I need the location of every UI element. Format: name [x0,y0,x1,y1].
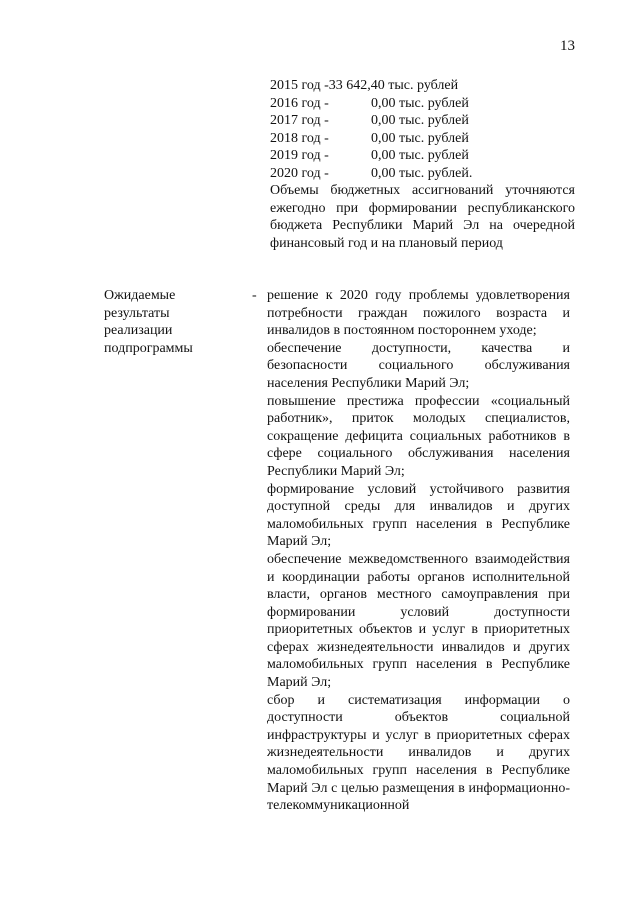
results-dash: - [252,288,257,303]
funding-amount: 0,00 тыс. рублей [371,113,469,128]
funding-year: 2018 год - [270,130,329,146]
funding-year: 2017 год - [270,113,329,128]
funding-row-2015 [270,77,575,95]
funding-amount: 0,00 тыс. рублей [371,130,469,146]
funding-block [270,77,575,252]
funding-year: 2019 год - [270,148,329,163]
funding-row-2020 [270,165,575,183]
funding-row-2016 [270,95,575,113]
result-item: решение к 2020 году проблемы удовлетворения потребности граждан пожилого возраста и инвалидов в постоянном постороннем уходе; [267,288,570,339]
funding-year: 2020 год - [270,165,329,181]
funding-amount: 33 642,40 тыс. рублей [328,78,459,93]
funding-amount: 0,00 тыс. рублей. [371,165,473,181]
results-list [267,287,570,815]
result-item: обеспечение доступности, качества и безопасности социального обслуживания населения Республики Марий Эл; [267,340,570,391]
funding-note: Объемы бюджетных ассигнований уточняются ежегодно при формировании республиканского бюджета Республики Марий Эл на очередной финансовый год и на плановый период [270,183,575,251]
result-item: сбор и систематизация информации о доступности объектов социальной инфраструктуры и услуг в приоритетных сферах жизнедеятельности инвалидов и других маломобильных групп населения в Республике Марий Эл с целью размещения в информационно-телекоммуникационной [267,692,570,814]
funding-amount: 0,00 тыс. рублей [371,95,469,111]
result-item: обеспечение межведомственного взаимодействия и координации работы органов исполнительной власти, органов местного самоуправления при формировании условий доступности приоритетных объектов и услуг в приоритетных сферах жизнедеятельности инвалидов и других маломобильных групп населения в Республике Марий Эл; [267,551,570,691]
results-label: Ожидаемые результаты реализации подпрограммы [104,288,193,356]
funding-row-2017 [270,112,575,130]
page-number: 13 [560,38,575,54]
funding-year: 2016 год - [270,95,329,111]
result-item: формирование условий устойчивого развития доступной среды для инвалидов и других маломобильных групп населения в Республике Марий Эл; [267,481,570,550]
funding-year: 2015 год - [270,78,329,93]
funding-row-2018 [270,130,575,148]
funding-amount: 0,00 тыс. рублей [371,148,469,163]
result-item: повышение престижа профессии «социальный работник», приток молодых специалистов, сокращение дефицита социальных работников в сфере социального обслуживания населения Республики Марий Эл; [267,393,570,479]
funding-row-2019 [270,147,575,165]
